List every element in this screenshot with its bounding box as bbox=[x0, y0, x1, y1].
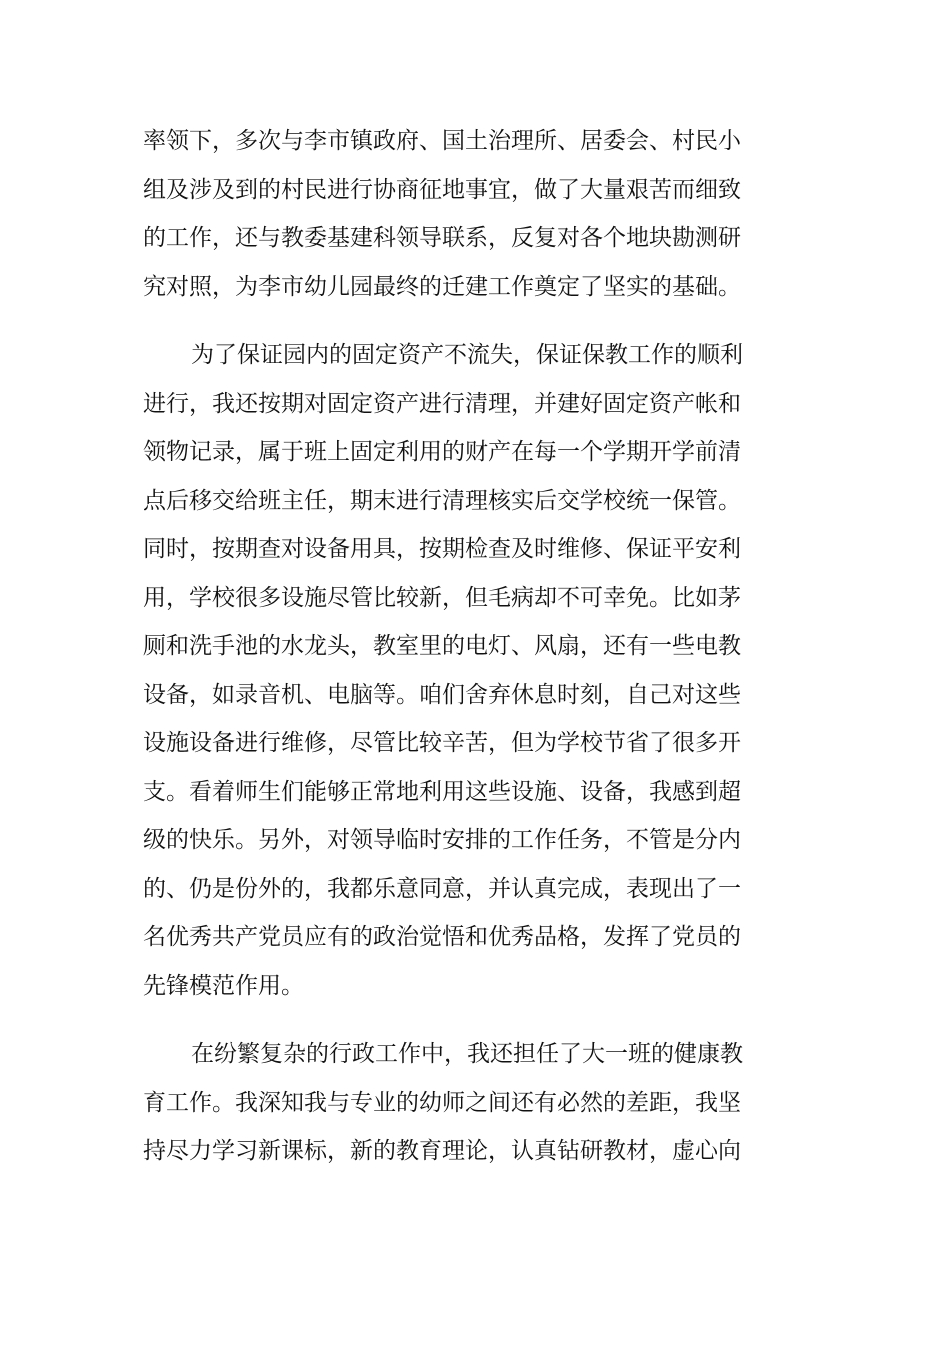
text-line: 的工作，还与教委基建科领导联系，反复对各个地块勘测研 bbox=[143, 225, 741, 251]
text-line: 级的快乐。另外，对领导临时安排的工作任务，不管是分内 bbox=[143, 827, 741, 853]
text-line: 在纷繁复杂的行政工作中，我还担任了大一班的健康教 bbox=[191, 1041, 743, 1067]
text-line: 持尽力学习新课标，新的教育理论，认真钻研教材，虚心向 bbox=[143, 1138, 741, 1164]
text-line: 厕和洗手池的水龙头，教室里的电灯、风扇，还有一些电教 bbox=[143, 633, 741, 659]
text-line: 名优秀共产党员应有的政治觉悟和优秀品格，发挥了党员的 bbox=[143, 924, 741, 950]
text-line: 支。看着师生们能够正常地利用这些设施、设备，我感到超 bbox=[143, 778, 741, 805]
text-line: 点后移交给班主任，期末进行清理核实后交学校统一保管。 bbox=[143, 487, 741, 514]
text-line: 先锋模范作用。 bbox=[143, 972, 304, 999]
text-line: 用，学校很多设施尽管比较新，但毛病却不可幸免。比如茅 bbox=[143, 584, 741, 611]
text-line: 究对照，为李市幼儿园最终的迁建工作奠定了坚实的基础。 bbox=[143, 273, 741, 300]
text-line: 组及涉及到的村民进行协商征地事宜，做了大量艰苦而细致 bbox=[143, 176, 741, 203]
paragraph-health-education bbox=[143, 1030, 753, 1176]
text-line: 进行，我还按期对固定资产进行清理，并建好固定资产帐和 bbox=[143, 390, 741, 417]
text-line: 为了保证园内的固定资产不流失，保证保教工作的顺利 bbox=[191, 342, 743, 368]
text-line: 设备，如录音机、电脑等。咱们舍弃休息时刻，自己对这些 bbox=[143, 681, 741, 708]
paragraph-fixed-assets bbox=[143, 331, 753, 1010]
text-line: 领物记录，属于班上固定利用的财产在每一个学期开学前清 bbox=[143, 439, 741, 465]
paragraph-land-acquisition bbox=[143, 117, 753, 311]
text-line: 的、仍是份外的，我都乐意同意，并认真完成，表现出了一 bbox=[143, 875, 741, 902]
document-body bbox=[143, 117, 753, 1176]
text-line: 设施设备进行维修，尽管比较辛苦，但为学校节省了很多开 bbox=[143, 730, 741, 756]
text-line: 率领下，多次与李市镇政府、国土治理所、居委会、村民小 bbox=[143, 128, 741, 154]
text-line: 育工作。我深知我与专业的幼师之间还有必然的差距，我坚 bbox=[143, 1089, 741, 1116]
text-line: 同时，按期查对设备用具，按期检查及时维修、保证平安利 bbox=[143, 536, 741, 562]
